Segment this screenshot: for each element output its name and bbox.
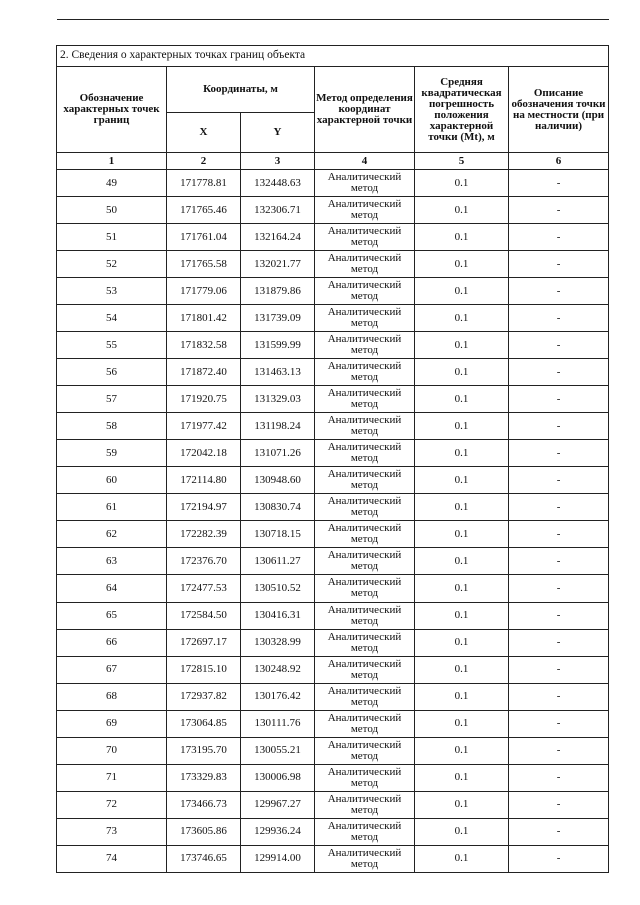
header-y: Y [241,113,315,153]
header-method: Метод определения координат характерной точки [315,67,415,153]
method-line-2: метод [350,479,379,492]
point-number-cell: 64 [57,575,167,602]
table-row [57,494,609,521]
mean-error-cell: 0.1 [415,845,509,872]
header-point-designation: Обозначение характерных точек границ [57,67,167,153]
x-coordinate-cell: 172477.53 [167,575,241,602]
mean-error-cell: 0.1 [415,683,509,710]
y-coordinate-cell: 132164.24 [241,224,315,251]
method-line-2: метод [350,452,379,465]
y-coordinate-cell: 131879.86 [241,278,315,305]
method-cell [315,818,415,845]
table-row [57,845,609,872]
method-line-2: метод [350,209,379,222]
method-line-1: Аналитический [327,549,402,562]
method-line-2: метод [350,506,379,519]
mean-error-cell: 0.1 [415,278,509,305]
method-cell [315,602,415,629]
column-number: 2 [167,153,241,170]
method-cell [315,305,415,332]
mean-error-cell: 0.1 [415,467,509,494]
y-coordinate-cell: 131739.09 [241,305,315,332]
table-row [57,386,609,413]
table-row [57,575,609,602]
method-cell [315,332,415,359]
point-number-cell: 68 [57,683,167,710]
method-line-1: Аналитический [327,441,402,454]
table-row [57,305,609,332]
method-line-2: метод [350,668,379,681]
method-line-1: Аналитический [327,819,402,832]
description-cell: - [509,251,609,278]
method-line-2: метод [350,398,379,411]
method-line-2: метод [350,614,379,627]
x-coordinate-cell: 172376.70 [167,548,241,575]
y-coordinate-cell: 130111.76 [241,710,315,737]
point-number-cell: 59 [57,440,167,467]
point-number-cell: 67 [57,656,167,683]
description-cell: - [509,656,609,683]
method-cell [315,548,415,575]
point-number-cell: 69 [57,710,167,737]
header-x: X [167,113,241,153]
header-coordinates: Координаты, м [167,67,315,113]
method-cell [315,467,415,494]
method-line-2: метод [350,236,379,249]
method-line-2: метод [350,641,379,654]
method-cell [315,494,415,521]
x-coordinate-cell: 172114.80 [167,467,241,494]
y-coordinate-cell: 132021.77 [241,251,315,278]
table-row [57,332,609,359]
method-line-1: Аналитический [327,792,402,805]
y-coordinate-cell: 131463.13 [241,359,315,386]
table-row [57,440,609,467]
method-line-2: метод [350,830,379,843]
x-coordinate-cell: 171801.42 [167,305,241,332]
y-coordinate-cell: 130510.52 [241,575,315,602]
x-coordinate-cell: 173605.86 [167,818,241,845]
method-line-1: Аналитический [327,171,402,184]
mean-error-cell: 0.1 [415,413,509,440]
y-coordinate-cell: 130830.74 [241,494,315,521]
y-coordinate-cell: 129914.00 [241,845,315,872]
method-cell [315,359,415,386]
method-cell [315,440,415,467]
column-number: 4 [315,153,415,170]
table-row [57,197,609,224]
x-coordinate-cell: 173466.73 [167,791,241,818]
point-number-cell: 73 [57,818,167,845]
top-rule [57,19,609,20]
x-coordinate-cell: 172282.39 [167,521,241,548]
method-line-2: метод [350,317,379,330]
description-cell: - [509,845,609,872]
method-cell [315,845,415,872]
column-number: 1 [57,153,167,170]
point-number-cell: 65 [57,602,167,629]
method-line-1: Аналитический [327,414,402,427]
mean-error-cell: 0.1 [415,170,509,197]
mean-error-cell: 0.1 [415,548,509,575]
method-line-2: метод [350,263,379,276]
column-numbers-row [57,153,609,170]
x-coordinate-cell: 171779.06 [167,278,241,305]
mean-error-cell: 0.1 [415,521,509,548]
x-coordinate-cell: 171920.75 [167,386,241,413]
table-row [57,818,609,845]
method-line-2: метод [350,857,379,870]
method-line-1: Аналитический [327,684,402,697]
description-cell: - [509,359,609,386]
section-title: 2. Сведения о характерных точках границ объекта [57,46,609,67]
mean-error-cell: 0.1 [415,440,509,467]
method-line-1: Аналитический [327,495,402,508]
point-number-cell: 55 [57,332,167,359]
method-line-2: метод [350,533,379,546]
mean-error-cell: 0.1 [415,818,509,845]
description-cell: - [509,413,609,440]
method-line-1: Аналитический [327,252,402,265]
point-number-cell: 50 [57,197,167,224]
method-cell [315,575,415,602]
point-number-cell: 56 [57,359,167,386]
method-line-1: Аналитический [327,333,402,346]
table-row [57,251,609,278]
x-coordinate-cell: 172194.97 [167,494,241,521]
method-cell [315,629,415,656]
point-number-cell: 72 [57,791,167,818]
y-coordinate-cell: 131198.24 [241,413,315,440]
description-cell: - [509,467,609,494]
method-cell [315,656,415,683]
mean-error-cell: 0.1 [415,332,509,359]
method-line-2: метод [350,776,379,789]
point-number-cell: 54 [57,305,167,332]
x-coordinate-cell: 171765.58 [167,251,241,278]
method-line-2: метод [350,749,379,762]
method-line-2: метод [350,560,379,573]
point-number-cell: 63 [57,548,167,575]
table-row [57,413,609,440]
section-title-row [57,46,609,67]
method-line-2: метод [350,803,379,816]
mean-error-cell: 0.1 [415,386,509,413]
point-number-cell: 57 [57,386,167,413]
y-coordinate-cell: 130176.42 [241,683,315,710]
description-cell: - [509,197,609,224]
description-cell: - [509,548,609,575]
method-cell [315,197,415,224]
y-coordinate-cell: 131071.26 [241,440,315,467]
description-cell: - [509,764,609,791]
method-line-1: Аналитический [327,765,402,778]
method-line-2: метод [350,290,379,303]
point-number-cell: 70 [57,737,167,764]
point-number-cell: 62 [57,521,167,548]
method-line-1: Аналитический [327,468,402,481]
description-cell: - [509,224,609,251]
method-cell [315,710,415,737]
mean-error-cell: 0.1 [415,656,509,683]
mean-error-cell: 0.1 [415,629,509,656]
y-coordinate-cell: 130948.60 [241,467,315,494]
table-row [57,629,609,656]
table-row [57,710,609,737]
column-number: 6 [509,153,609,170]
description-cell: - [509,278,609,305]
table-row [57,548,609,575]
x-coordinate-cell: 172697.17 [167,629,241,656]
description-cell: - [509,629,609,656]
x-coordinate-cell: 173195.70 [167,737,241,764]
y-coordinate-cell: 130718.15 [241,521,315,548]
method-cell [315,764,415,791]
header-description: Описание обозначения точки на местности (при наличии) [509,67,609,153]
header-row-1 [57,67,609,113]
method-line-1: Аналитический [327,603,402,616]
x-coordinate-cell: 173329.83 [167,764,241,791]
x-coordinate-cell: 171832.58 [167,332,241,359]
method-cell [315,170,415,197]
method-line-2: метод [350,182,379,195]
mean-error-cell: 0.1 [415,791,509,818]
mean-error-cell: 0.1 [415,494,509,521]
y-coordinate-cell: 130055.21 [241,737,315,764]
method-line-2: метод [350,722,379,735]
description-cell: - [509,737,609,764]
table-row [57,170,609,197]
mean-error-cell: 0.1 [415,359,509,386]
point-number-cell: 53 [57,278,167,305]
method-cell [315,791,415,818]
x-coordinate-cell: 172815.10 [167,656,241,683]
x-coordinate-cell: 171872.40 [167,359,241,386]
boundary-points-table [56,45,609,873]
method-line-1: Аналитический [327,711,402,724]
method-line-1: Аналитический [327,198,402,211]
mean-error-cell: 0.1 [415,764,509,791]
point-number-cell: 58 [57,413,167,440]
method-line-1: Аналитический [327,522,402,535]
method-line-1: Аналитический [327,225,402,238]
method-cell [315,683,415,710]
method-line-1: Аналитический [327,846,402,859]
point-number-cell: 51 [57,224,167,251]
method-line-1: Аналитический [327,657,402,670]
x-coordinate-cell: 171765.46 [167,197,241,224]
description-cell: - [509,818,609,845]
method-line-1: Аналитический [327,630,402,643]
description-cell: - [509,521,609,548]
table-row [57,224,609,251]
description-cell: - [509,494,609,521]
mean-error-cell: 0.1 [415,602,509,629]
mean-error-cell: 0.1 [415,197,509,224]
column-number: 3 [241,153,315,170]
point-number-cell: 49 [57,170,167,197]
description-cell: - [509,170,609,197]
table-row [57,278,609,305]
y-coordinate-cell: 129967.27 [241,791,315,818]
y-coordinate-cell: 130328.99 [241,629,315,656]
description-cell: - [509,440,609,467]
mean-error-cell: 0.1 [415,224,509,251]
point-number-cell: 60 [57,467,167,494]
description-cell: - [509,710,609,737]
mean-error-cell: 0.1 [415,737,509,764]
method-cell [315,251,415,278]
y-coordinate-cell: 132448.63 [241,170,315,197]
method-cell [315,413,415,440]
method-line-1: Аналитический [327,306,402,319]
y-coordinate-cell: 129936.24 [241,818,315,845]
x-coordinate-cell: 171977.42 [167,413,241,440]
table-body [57,170,609,873]
point-number-cell: 52 [57,251,167,278]
method-line-2: метод [350,371,379,384]
description-cell: - [509,791,609,818]
x-coordinate-cell: 172937.82 [167,683,241,710]
method-line-2: метод [350,344,379,357]
y-coordinate-cell: 131599.99 [241,332,315,359]
point-number-cell: 71 [57,764,167,791]
method-cell [315,737,415,764]
table-row [57,737,609,764]
method-cell [315,386,415,413]
table-row [57,359,609,386]
x-coordinate-cell: 172042.18 [167,440,241,467]
x-coordinate-cell: 171761.04 [167,224,241,251]
description-cell: - [509,332,609,359]
point-number-cell: 74 [57,845,167,872]
method-cell [315,521,415,548]
mean-error-cell: 0.1 [415,575,509,602]
table-row [57,602,609,629]
description-cell: - [509,305,609,332]
description-cell: - [509,386,609,413]
header-mean-error: Средняя квадратическая погрешность положения характерной точки (Mt), м [415,67,509,153]
y-coordinate-cell: 130248.92 [241,656,315,683]
point-number-cell: 66 [57,629,167,656]
y-coordinate-cell: 132306.71 [241,197,315,224]
y-coordinate-cell: 130006.98 [241,764,315,791]
description-cell: - [509,575,609,602]
column-number: 5 [415,153,509,170]
table-row [57,791,609,818]
mean-error-cell: 0.1 [415,251,509,278]
x-coordinate-cell: 172584.50 [167,602,241,629]
table-row [57,656,609,683]
method-line-2: метод [350,695,379,708]
table-row [57,764,609,791]
x-coordinate-cell: 173746.65 [167,845,241,872]
method-line-1: Аналитический [327,738,402,751]
point-number-cell: 61 [57,494,167,521]
method-line-1: Аналитический [327,576,402,589]
method-line-1: Аналитический [327,360,402,373]
table-row [57,467,609,494]
method-cell [315,224,415,251]
mean-error-cell: 0.1 [415,710,509,737]
method-cell [315,278,415,305]
y-coordinate-cell: 131329.03 [241,386,315,413]
y-coordinate-cell: 130611.27 [241,548,315,575]
table-row [57,683,609,710]
description-cell: - [509,683,609,710]
mean-error-cell: 0.1 [415,305,509,332]
x-coordinate-cell: 171778.81 [167,170,241,197]
method-line-2: метод [350,587,379,600]
table-row [57,521,609,548]
x-coordinate-cell: 173064.85 [167,710,241,737]
method-line-2: метод [350,425,379,438]
y-coordinate-cell: 130416.31 [241,602,315,629]
method-line-1: Аналитический [327,279,402,292]
description-cell: - [509,602,609,629]
method-line-1: Аналитический [327,387,402,400]
